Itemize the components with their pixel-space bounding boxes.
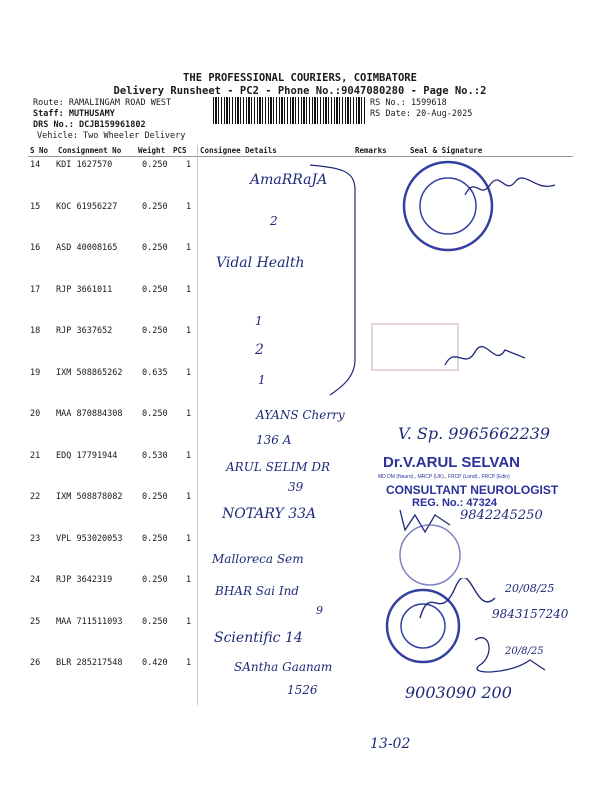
cell-weight: 0.420 (142, 658, 168, 668)
cell-sno: 25 (30, 616, 41, 627)
cell-sno: 24 (30, 575, 41, 585)
cell-weight: 0.250 (142, 616, 168, 627)
hw-note-10: 39 (288, 480, 304, 494)
cell-sno: 23 (30, 533, 41, 544)
rs-date: RS Date: 20-Aug-2025 (370, 109, 473, 119)
hw-note-9: ARUL SELIM DR (226, 460, 331, 474)
cell-consignment: KOC 61956227 (56, 201, 118, 212)
hw-note-16: SAntha Gaanam (234, 660, 333, 674)
cell-sno: 15 (30, 201, 41, 212)
hw-note-4: 1 (255, 314, 263, 328)
hw-note-3: Vidal Health (216, 255, 305, 271)
signature-row24 (415, 578, 500, 628)
cell-sno: 22 (30, 492, 41, 502)
cell-weight: 0.635 (142, 367, 168, 378)
cell-consignment: IXM 508865262 (56, 367, 123, 378)
hw-footer-note: 13-02 (370, 736, 411, 752)
cell-pcs: 1 (186, 616, 192, 627)
hw-note-11: NOTARY 33A (222, 506, 317, 522)
col-pcs: PCS (173, 146, 187, 155)
cell-pcs: 1 (186, 284, 192, 295)
cell-pcs: 1 (186, 326, 192, 336)
hw-note-2: 2 (270, 214, 278, 228)
cell-pcs: 1 (186, 533, 192, 544)
hw-note-14: 9 (316, 604, 323, 617)
cell-pcs: 1 (186, 367, 192, 378)
staff-label: Staff: MUTHUSAMY (33, 109, 115, 119)
hw-phone-4: 9003090 200 (405, 683, 512, 702)
hw-note-12: Malloreca Sem (212, 552, 304, 566)
cell-weight: 0.250 (142, 409, 168, 419)
cell-sno: 26 (30, 658, 41, 668)
cell-consignment: KDI 1627570 (56, 160, 113, 170)
hw-note-7: AYANS Cherry (256, 408, 345, 422)
cell-sno: 18 (30, 326, 41, 336)
cell-pcs: 1 (186, 575, 192, 585)
cell-consignment: RJP 3661011 (56, 284, 113, 295)
drs-label: DRS No.: DCJB159961802 (33, 120, 146, 130)
cell-sno: 17 (30, 284, 41, 295)
hw-note-17: 1526 (287, 683, 318, 697)
cell-weight: 0.250 (142, 201, 168, 212)
cell-consignment: RJP 3637652 (56, 326, 113, 336)
cell-weight: 0.250 (142, 326, 168, 336)
cell-weight: 0.250 (142, 533, 168, 544)
drs-barcode (213, 97, 366, 124)
cell-consignment: MAA 711511093 (56, 616, 123, 627)
cell-weight: 0.250 (142, 284, 168, 295)
cell-weight: 0.250 (142, 243, 168, 253)
cell-weight: 0.250 (142, 160, 168, 170)
cell-pcs: 1 (186, 409, 192, 419)
hw-phone-2: 9842245250 (460, 508, 543, 523)
cell-pcs: 1 (186, 160, 192, 170)
cell-consignment: MAA 870884308 (56, 409, 123, 419)
doctor-stamp-name: Dr.V.ARUL SELVAN (383, 454, 520, 471)
hw-note-15: Scientific 14 (214, 630, 303, 646)
cell-weight: 0.250 (142, 492, 168, 502)
cell-sno: 21 (30, 450, 41, 461)
cell-pcs: 1 (186, 450, 192, 461)
cell-pcs: 1 (186, 201, 192, 212)
cell-pcs: 1 (186, 243, 192, 253)
doctor-stamp-quals: MD DM (Neuro)., MRCP (UK)., FRCP (Lond)., FRCP (Edin) (378, 474, 510, 480)
cell-consignment: RJP 3642319 (56, 575, 113, 585)
col-weight: Weight (138, 146, 166, 155)
rs-number: RS No.: 1599618 (370, 98, 447, 108)
doctor-stamp-title: CONSULTANT NEUROLOGIST (386, 483, 559, 497)
cell-consignment: ASD 40008165 (56, 243, 118, 253)
hw-phone-1: V. Sp. 9965662239 (398, 424, 551, 443)
cell-sno: 20 (30, 409, 41, 419)
hw-note-13: BHAR Sai Ind (215, 584, 299, 598)
cell-consignment: EDQ 17791944 (56, 450, 118, 461)
cell-sno: 16 (30, 243, 41, 253)
doctor-stamp-reg: REG. No.: 47324 (412, 497, 497, 509)
runsheet-subtitle: Delivery Runsheet - PC2 - Phone No.:9047080280 - Page No.:2 (113, 85, 487, 97)
hw-date-1: 20/08/25 (505, 582, 555, 595)
col-consignment: Consignment No (58, 146, 122, 155)
cell-consignment: IXM 508878082 (56, 492, 123, 502)
hw-date-2: 20/8/25 (505, 646, 544, 657)
handwritten-bracket (300, 160, 380, 400)
cell-consignment: VPL 953020053 (56, 533, 123, 544)
col-sno: S No (30, 146, 49, 155)
hw-note-1: AmaRRaJA (250, 172, 328, 188)
hw-note-5: 2 (255, 342, 264, 358)
col-consignee: Consignee Details (200, 146, 277, 155)
hw-phone-3: 9843157240 (492, 607, 569, 621)
cell-sno: 19 (30, 367, 41, 378)
col-seal: Seal & Signature (410, 146, 483, 155)
cell-sno: 14 (30, 160, 41, 170)
route-label: Route: RAMALINGAM ROAD WEST (33, 98, 172, 108)
vehicle-label: Vehicle: Two Wheeler Delivery (37, 131, 186, 141)
cell-consignment: BLR 285217548 (56, 658, 123, 668)
hw-note-8: 136 A (256, 433, 292, 447)
hw-note-6: 1 (258, 373, 266, 387)
signature-row19 (440, 340, 530, 375)
cell-pcs: 1 (186, 658, 192, 668)
signature-row14 (460, 170, 560, 210)
col-remarks: Remarks (355, 146, 387, 155)
cell-weight: 0.250 (142, 575, 168, 585)
cell-weight: 0.530 (142, 450, 168, 461)
cell-pcs: 1 (186, 492, 192, 502)
company-title: THE PROFESSIONAL COURIERS, COIMBATORE (183, 72, 417, 84)
